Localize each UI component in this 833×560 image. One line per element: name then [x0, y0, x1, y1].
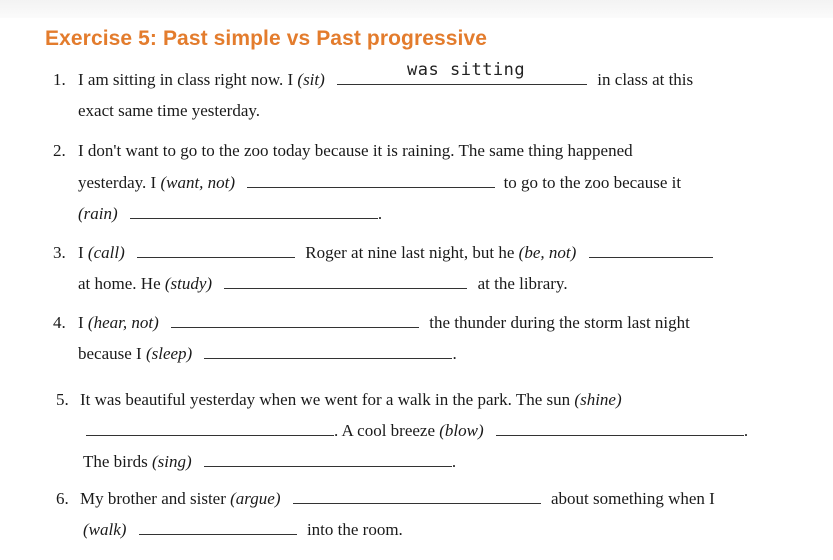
question-4-number: 4. [53, 313, 66, 332]
question-5-blank-2[interactable] [496, 421, 744, 436]
question-2-line-1: I don't want to go to the zoo today because it is raining. The same thing happened [78, 141, 633, 160]
question-6-blank-2[interactable] [139, 520, 297, 535]
question-2-line-3: (rain) . [78, 204, 383, 223]
question-5-line-3: The birds (sing) . [83, 452, 457, 471]
question-1-answer-blank[interactable] [337, 60, 587, 85]
exercise-title: Exercise 5: Past simple vs Past progressive [45, 27, 488, 50]
question-4-blank-1[interactable] [171, 313, 419, 328]
question-2-line-2: yesterday. I (want, not) to go to the zoo because it [78, 173, 682, 192]
question-6-line-1: My brother and sister (argue) about something when I [80, 489, 715, 508]
question-5-number: 5. [56, 390, 69, 409]
question-6-line-2: (walk) into the room. [83, 520, 403, 539]
question-2-blank-2[interactable] [130, 204, 378, 219]
question-3-line-1: I (call) Roger at nine last night, but he (be, not) [78, 243, 713, 263]
question-1-line-1: I am sitting in class right now. I (sit) was sitting in class at this [78, 60, 694, 89]
question-1-line-2: exact same time yesterday. [78, 101, 261, 120]
question-5-line-2: . A cool breeze (blow) . [86, 421, 748, 441]
question-3-line-2: at home. He (study) at the library. [78, 274, 568, 293]
question-2-number: 2. [53, 141, 66, 160]
question-4-line-2: because I (sleep) . [78, 344, 457, 363]
question-1-number: 1. [53, 70, 66, 89]
question-3-blank-3[interactable] [224, 274, 467, 289]
question-5-blank-1[interactable] [86, 421, 334, 436]
question-2-blank-1[interactable] [247, 173, 495, 188]
question-3-blank-1[interactable] [137, 243, 295, 258]
question-6-blank-1[interactable] [293, 489, 541, 504]
question-3-number: 3. [53, 243, 66, 262]
question-1-handwritten-answer: was sitting [407, 60, 526, 80]
question-6-number: 6. [56, 489, 69, 508]
question-4-line-1: I (hear, not) the thunder during the storm last night [78, 313, 690, 332]
question-5-blank-3[interactable] [204, 452, 452, 467]
question-5-line-1: It was beautiful yesterday when we went for a walk in the park. The sun (shine) [80, 390, 622, 409]
question-3-blank-2[interactable] [589, 243, 713, 258]
page-top-shade [0, 0, 833, 18]
question-4-blank-2[interactable] [204, 344, 452, 359]
